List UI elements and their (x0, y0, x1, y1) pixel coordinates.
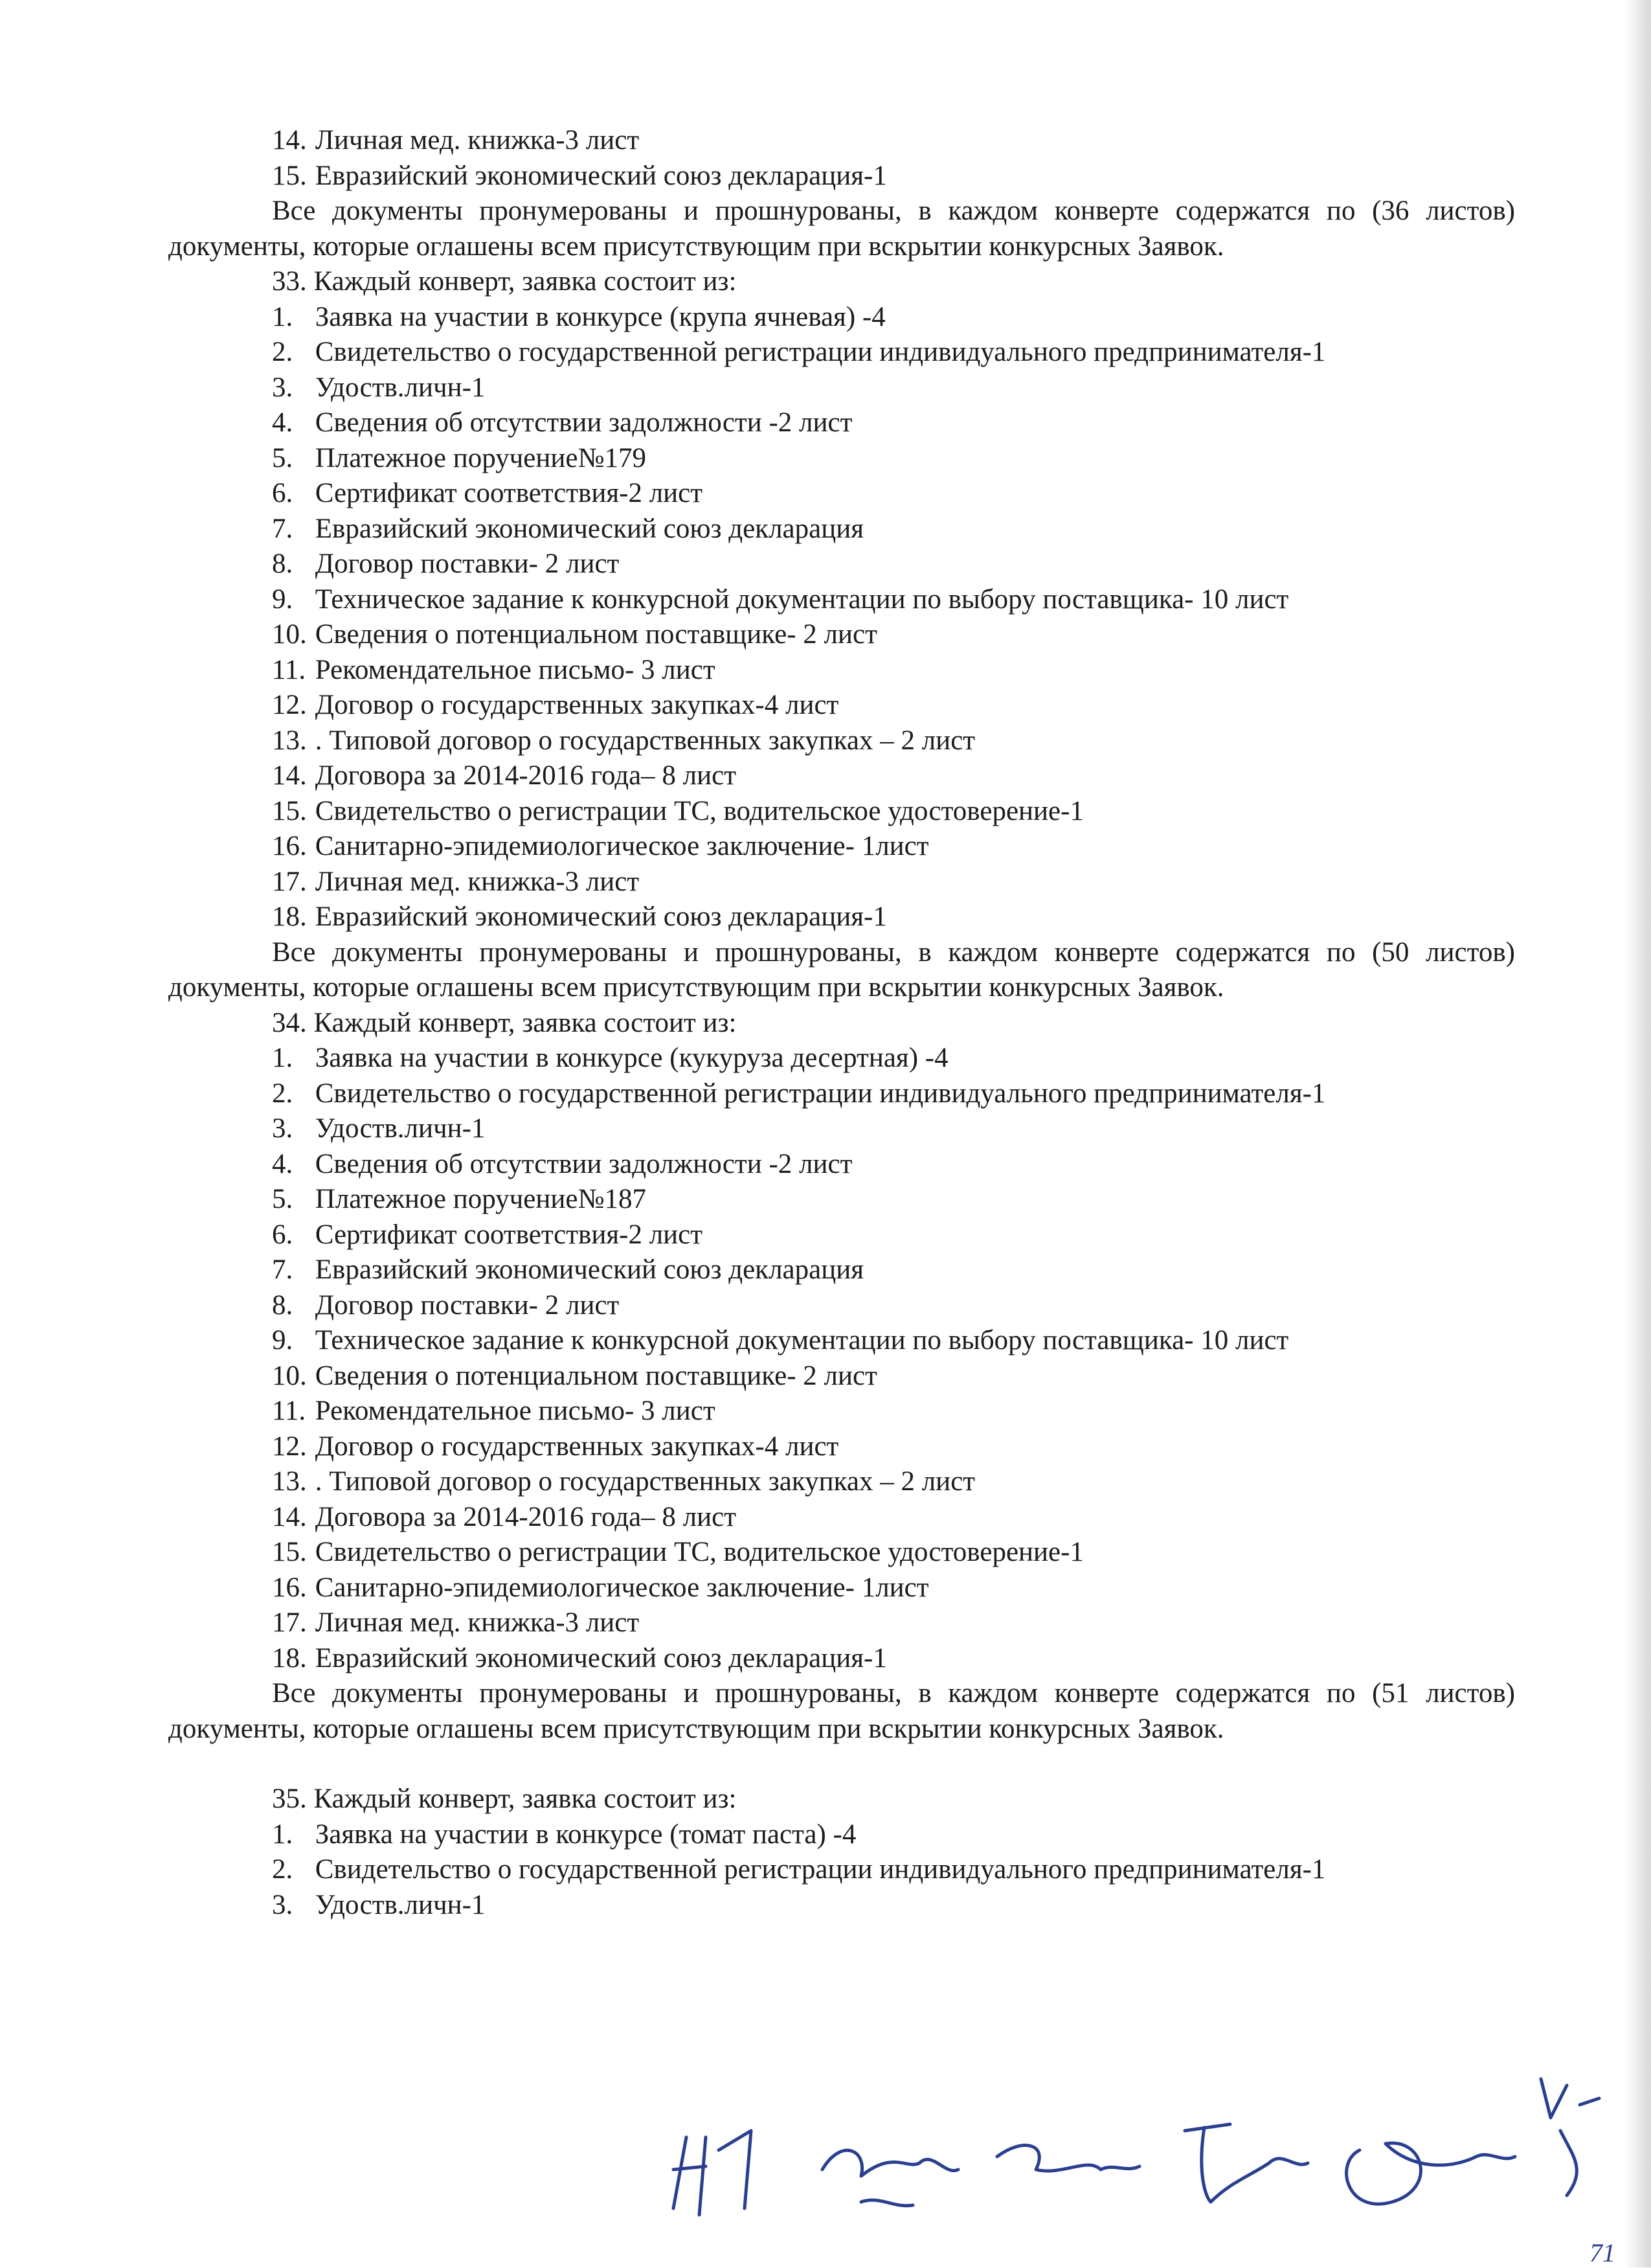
list-item: 5. Платежное поручение№187 (272, 1184, 646, 1214)
list-item: 1. Заявка на участии в конкурсе (кукуруза десертная) -4 (272, 1043, 949, 1073)
list-item: 10. Сведения о потенциальном поставщике- 2 лист (272, 619, 877, 650)
signature-5 (1347, 2143, 1515, 2204)
list-item: 2. Свидетельство о государственной регистрации индивидуального предпринимателя-1 (272, 337, 1326, 367)
signature-3 (997, 2146, 1140, 2172)
list-item: 3. Удоств.личн-1 (272, 1889, 486, 1920)
signature-6 (1541, 2079, 1599, 2195)
list-item: 15. Свидетельство о регистрации ТС, водительское удостоверение-1 (272, 795, 1084, 826)
list-item: 2. Свидетельство о государственной регистрации индивидуального предпринимателя-1 (272, 1078, 1326, 1109)
signature-2 (822, 2150, 958, 2205)
list-item: 11. Рекомендательное письмо- 3 лист (272, 654, 715, 685)
list-item: 12. Договор о государственных закупках-4 лист (272, 690, 839, 720)
list-item: 3. Удоств.личн-1 (272, 1113, 486, 1144)
list-item: 15. Евразийский экономический союз декларация-1 (272, 160, 887, 191)
summary-paragraph-51: Все документы пронумерованы и прошнурованы, в каждом конверте содержатся по (51 листов) документы, которые оглашены всем присутствующим при вскрытии конкурсных Заявок. (168, 1678, 1515, 1744)
list-item: 5. Платежное поручение№179 (272, 442, 646, 473)
list-item: 16. Санитарно-эпидемиологическое заключение- 1лист (272, 1572, 929, 1603)
signature-4 (1185, 2124, 1308, 2202)
section-34-list (168, 1041, 1515, 1676)
scan-edge-shadow (1625, 0, 1651, 2267)
list-item: 7. Евразийский экономический союз декларация (272, 1254, 864, 1285)
list-item: 8. Договор поставки- 2 лист (272, 549, 620, 579)
list-item: 18. Евразийский экономический союз декларация-1 (272, 902, 887, 932)
list-item: 6. Сертификат соответствия-2 лист (272, 478, 703, 508)
list-item: 14. Личная мед. книжка-3 лист (272, 125, 640, 155)
section-34-heading: 34. Каждый конверт, заявка состоит из: (272, 1007, 737, 1038)
list-item: 18. Евразийский экономический союз декларация-1 (272, 1642, 887, 1673)
list-item: 13. . Типовой договор о государственных закупках – 2 лист (272, 725, 976, 756)
list-item: 13. . Типовой договор о государственных закупках – 2 лист (272, 1466, 976, 1497)
section-35-list (168, 1817, 1515, 1923)
list-item: 1. Заявка на участии в конкурсе (томат паста) -4 (272, 1819, 857, 1850)
section-33-list (168, 300, 1515, 935)
list-item: 1. Заявка на участии в конкурсе (крупа ячневая) -4 (272, 301, 886, 332)
list-item: 10. Сведения о потенциальном поставщике- 2 лист (272, 1360, 877, 1391)
signatures (647, 2040, 1619, 2254)
list-item: 16. Санитарно-эпидемиологическое заключение- 1лист (272, 831, 929, 861)
signature-1 (673, 2131, 751, 2215)
handwritten-page-number: 71 (1589, 2238, 1615, 2267)
list-item: 15. Свидетельство о регистрации ТС, водительское удостоверение-1 (272, 1537, 1084, 1567)
list-item: 11. Рекомендательное письмо- 3 лист (272, 1396, 715, 1426)
summary-paragraph-36: Все документы пронумерованы и прошнурованы, в каждом конверте содержатся по (36 листов) документы, которые оглашены всем присутствующим при вскрытии конкурсных Заявок. (168, 196, 1515, 262)
list-item: 17. Личная мед. книжка-3 лист (272, 1607, 640, 1638)
list-item: 9. Техническое задание к конкурсной документации по выбору поставщика- 10 лист (272, 584, 1289, 615)
section-33-heading: 33. Каждый конверт, заявка состоит из: (272, 266, 737, 297)
list-item: 6. Сертификат соответствия-2 лист (272, 1219, 703, 1250)
list-item: 9. Техническое задание к конкурсной документации по выбору поставщика- 10 лист (272, 1325, 1289, 1355)
list-item: 8. Договор поставки- 2 лист (272, 1289, 620, 1321)
list-item: 12. Договор о государственных закупках-4 лист (272, 1431, 839, 1462)
list-item: 17. Личная мед. книжка-3 лист (272, 866, 640, 897)
list-item: 14. Договора за 2014-2016 года– 8 лист (272, 760, 737, 791)
list-item: 4. Сведения об отсутствии задолжности -2 лист (272, 407, 853, 438)
document-page (168, 123, 1515, 1923)
list-item: 7. Евразийский экономический союз декларация (272, 513, 864, 544)
list-item: 4. Сведения об отсутствии задолжности -2 лист (272, 1148, 853, 1179)
list-item: 14. Договора за 2014-2016 года– 8 лист (272, 1501, 737, 1532)
list-item: 3. Удоств.личн-1 (272, 372, 486, 403)
section-35-heading: 35. Каждый конверт, заявка состоит из: (272, 1784, 737, 1814)
section-33-tail-list (168, 123, 1515, 194)
list-item: 2. Свидетельство о государственной регистрации индивидуального предпринимателя-1 (272, 1854, 1326, 1885)
summary-paragraph-50: Все документы пронумерованы и прошнурованы, в каждом конверте содержатся по (50 листов) документы, которые оглашены всем присутствующим при вскрытии конкурсных Заявок. (168, 936, 1515, 1003)
